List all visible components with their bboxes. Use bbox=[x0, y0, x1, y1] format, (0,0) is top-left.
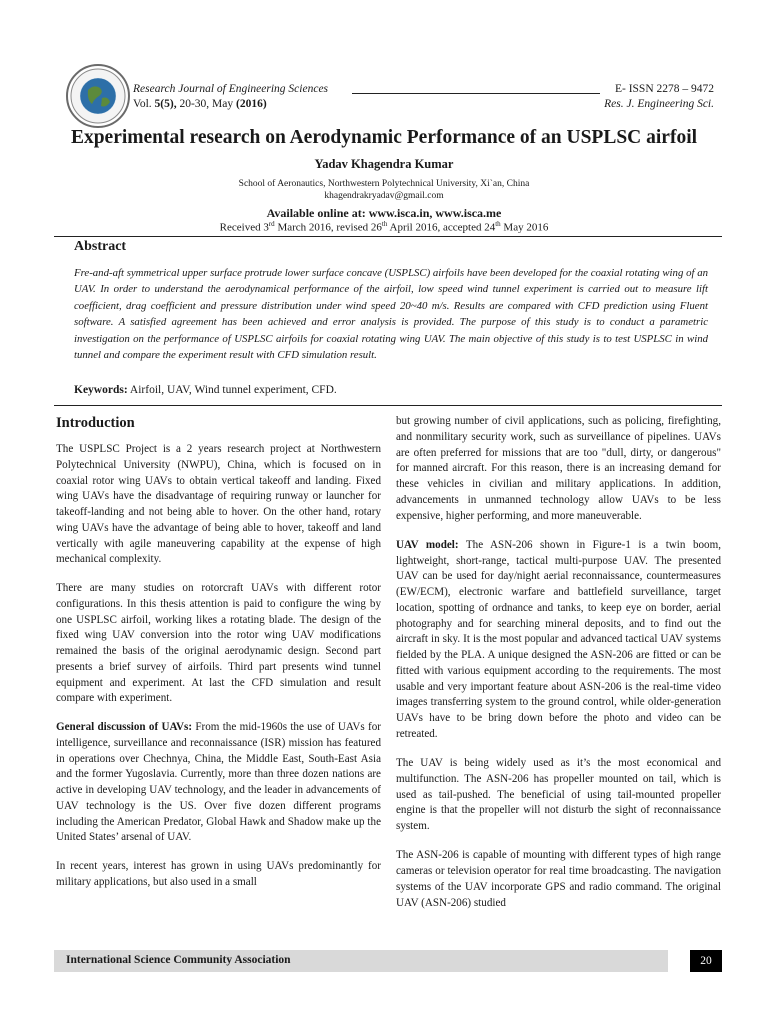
paragraph: but growing number of civil applications, such as policing, firefighting, and nonmilitary security work, such as surveillance of pipelines. UAVs are often preferred for missions that are too "dull, dirty, or dangerous" for manned aircraft. For this reason, there is an increasing demand for these vehicles in civilian and military applications. In addition, advancements in unmanned technology allow UAVs to be less expensive, higher performing, and more maneuverable. bbox=[396, 415, 721, 522]
paragraph-lead: UAV model: bbox=[396, 538, 459, 551]
volume-year: (2016) bbox=[236, 98, 267, 110]
affiliation-block bbox=[40, 178, 728, 202]
received-dates bbox=[40, 220, 728, 234]
revised-text: March 2016, revised 26 bbox=[274, 221, 382, 234]
section-heading-introduction: Introduction bbox=[56, 415, 135, 431]
journal-abbr: Res. J. Engineering Sci. bbox=[604, 98, 714, 110]
volume-number: 5(5), bbox=[154, 98, 177, 110]
right-column bbox=[396, 414, 721, 925]
keywords-label: Keywords: bbox=[74, 384, 128, 396]
received-text: Received 3 bbox=[219, 221, 269, 234]
author-name: Yadav Khagendra Kumar bbox=[314, 157, 454, 171]
issn: E- ISSN 2278 – 9472 bbox=[614, 83, 714, 95]
issn-block bbox=[604, 82, 714, 112]
page-number: 20 bbox=[690, 950, 722, 972]
paragraph bbox=[396, 538, 721, 743]
accepted-text: April 2016, accepted 24 bbox=[387, 221, 496, 234]
journal-info bbox=[133, 82, 328, 112]
paragraph: The UAV is being widely used as it’s the most economical and multifunction. The ASN-206 has propeller mounted on tail, which is used as tail-pushed. The beneficial of using tail-mounted propeller engine is that the propeller will not disturb the sight of reconnaissance system. bbox=[396, 757, 721, 832]
isca-logo bbox=[66, 64, 130, 128]
paragraph bbox=[56, 720, 381, 846]
accepted-month: May 2016 bbox=[500, 221, 549, 234]
abstract-bottom-rule bbox=[54, 405, 722, 406]
accepted-sup: th bbox=[495, 220, 501, 228]
keywords-text: Airfoil, UAV, Wind tunnel experiment, CFD. bbox=[127, 384, 337, 396]
paragraph-lead: General discussion of UAVs: bbox=[56, 721, 193, 733]
abstract-top-rule bbox=[54, 236, 722, 237]
keywords-line bbox=[74, 384, 337, 396]
paragraph: The USPLSC Project is a 2 years research project at Northwestern Polytechnical University (NWPU), China, which is focused on in coaxial rotor wing UAVs to obtain vertical takeoff and landing. Fixed wing UAVs have the disadvantage of requiring runway or launcher for takeoff-landing and not being able to hover. On the other hand, rotary wing UAVs have the advantage of being able to hover, takeoff and land vertically with agile maneuvering capability at the expense of high mechanical complexity. bbox=[56, 443, 381, 566]
available-online: Available online at: www.isca.in, www.isca.me bbox=[266, 206, 502, 220]
left-column bbox=[56, 414, 381, 904]
paragraph: There are many studies on rotorcraft UAVs with different rotor configurations. In this thesis attention is paid to configure the wing by one USPLSC airfoil, working likes a rotating blade. The design of the fixed wing UAV conversion into the rotor wing UAV modifications remained the basis of the original aerodynamic design. Second part presents a brief survey of airfoils. Third part presents wind tunnel equipment and experiment. At last the CFD simulation and result compare with experiment. bbox=[56, 582, 381, 705]
globe-icon bbox=[68, 66, 128, 126]
paragraph: In recent years, interest has grown in using UAVs predominantly for military applications, but also used in a small bbox=[56, 860, 381, 888]
revised-sup: th bbox=[381, 220, 388, 228]
author-email[interactable]: khagendrakryadav@gmail.com bbox=[324, 191, 444, 201]
paragraph-text: The ASN-206 shown in Figure-1 is a twin boom, lightweight, short-range, tactical multi-purpose UAV. The presented UAV can be used for day/night aerial reconnaissance, countermeasures (EW/ECM), electronic warfare and battlefield surveillance, target location, spotting of ordnance and tanks, to keep eye on border, aerial photography and for searching mineral deposits, and to find out the aircraft in sky. It is the most popular and advanced tactical UAV systems fielded by the PLA. A unique designed the ASN-206 are fitted or can be fitted with various equipment according to the requirements. The most usable and very important feature about ASN-206 is the real-time video images transferring system to the ground control, while older-generation UAVs have to be bring down before the photo and video can be retreated. bbox=[396, 538, 721, 740]
abstract-heading: Abstract bbox=[74, 239, 127, 254]
affiliation: School of Aeronautics, Northwestern Polytechnical University, Xi`an, China bbox=[238, 179, 530, 189]
paragraph: The ASN-206 is capable of mounting with different types of high range cameras or television operator for real time broadcasting. The navigation systems of the UAV incorporate GPS and radio command. The original UAV (ASN-206) studied bbox=[396, 849, 721, 909]
footer-organization: International Science Community Association bbox=[66, 954, 291, 966]
volume-pages: 20-30, May bbox=[176, 98, 236, 110]
journal-name: Research Journal of Engineering Sciences bbox=[133, 83, 329, 95]
volume-line bbox=[133, 97, 328, 112]
volume-prefix: Vol. bbox=[133, 98, 155, 110]
paper-title: Experimental research on Aerodynamic Performance of an USPLSC airfoil bbox=[70, 127, 698, 148]
received-sup: rd bbox=[268, 220, 275, 228]
header-underline bbox=[352, 93, 600, 94]
abstract-text: Fre-and-aft symmetrical upper surface protrude lower surface concave (USPLSC) airfoils have been developed for the coaxial rotating wing of an UAV. In order to understand the aerodynamical performance of the airfoil, low speed wind tunnel experiment is carried out to measure lift coefficient, drag coefficient and pressure distribution under wind speed 20~40 m/s. Results are compared with CFD prediction using Fluent software. A satisfied agreement has been achieved and error analysis is provided. The purpose of this study is to conduct a parametric investigation on the performance of USPLSC airfoils for coaxial rotating wing UAV. The main objective of this study is to test USPLSC in wind tunnel and compare the experiment result with CFD simulation result. bbox=[74, 267, 708, 362]
paragraph-text: From the mid-1960s the use of UAVs for intelligence, surveillance and reconnaissance (ISR) mission has featured in operations over Chechnya, China, the Middle East, South-East Asia and the former Yugoslavia. Currently, more than three dozen nations are active in developing UAV technology, and the leader in advancements of UAV technology is the US. Over five dozen different programs including the American Predator, Global Hawk and Shadow make up the United States’ arsenal of UAV. bbox=[56, 721, 381, 844]
